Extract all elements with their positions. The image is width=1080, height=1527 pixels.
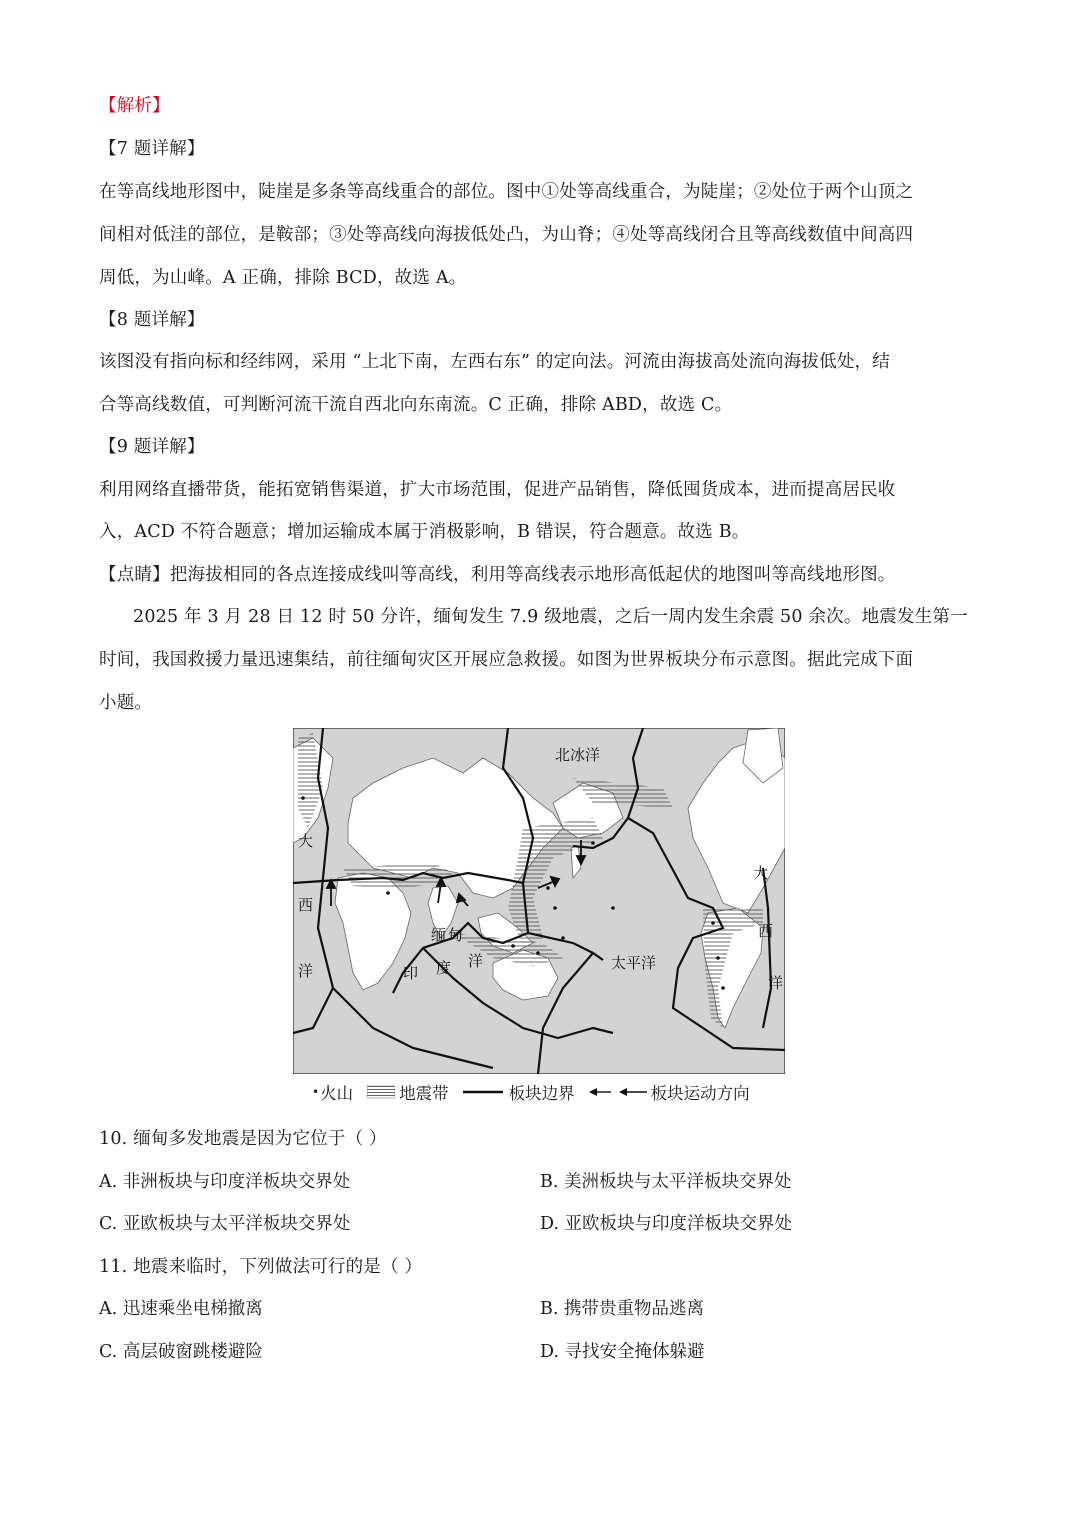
q10-option-b[interactable]: B. 美洲板块与太平洋板块交界处 (540, 1172, 792, 1192)
quake-belt-icon (367, 1085, 395, 1099)
label-xi-1: 西 (298, 896, 314, 914)
intro-line-3: 小题。 (99, 693, 153, 713)
label-myanmar-2: 甸 (448, 926, 464, 944)
legend-volcano-label: 火山 (320, 1084, 354, 1103)
q8-line-1: 该图没有指向标和经纬网，采用 “上北下南，左西右东” 的定向法。河流由海拔高处流向海拔低处，结 (99, 352, 890, 372)
analysis-tag: 【解析】 (99, 96, 170, 116)
q9-line-1: 利用网络直播带货，能拓宽销售渠道，扩大市场范围，促进产品销售，降低囤货成本，进而提高居民收 (99, 480, 896, 500)
label-yin: 印 (403, 964, 419, 982)
legend-boundary (463, 1080, 575, 1104)
q7-title: 【7 题详解】 (99, 139, 205, 159)
q10-stem: 10. 缅甸多发地震是因为它位于（ ） (99, 1129, 387, 1149)
q10-option-c[interactable]: C. 亚欧板块与太平洋板块交界处 (99, 1214, 351, 1234)
q9-title: 【9 题详解】 (99, 437, 205, 457)
legend-volcano (312, 1080, 353, 1104)
legend-motion-label: 板块运动方向 (650, 1084, 750, 1103)
label-du: 度 (436, 959, 452, 977)
q10-option-d[interactable]: D. 亚欧板块与印度洋板块交界处 (540, 1214, 793, 1234)
intro-line-1: 2025 年 3 月 28 日 12 时 50 分许，缅甸发生 7.9 级地震，之后一周内发生余震 50 余次。地震发生第一 (133, 607, 968, 627)
label-yang-3: 洋 (468, 952, 484, 970)
q11-option-c[interactable]: C. 高层破窗跳楼避险 (99, 1342, 263, 1362)
legend-boundary-label: 板块边界 (508, 1084, 575, 1103)
label-yang-2: 洋 (768, 974, 784, 992)
label-da-2: 大 (753, 864, 769, 882)
q7-line-2: 间相对低洼的部位，是鞍部；③处等高线向海拔低处凸，为山脊；④处等高线闭合且等高线数值中间高四 (99, 225, 914, 245)
legend-quake (367, 1080, 449, 1104)
q10-option-a[interactable]: A. 非洲板块与印度洋板块交界处 (99, 1172, 351, 1192)
map-legend (312, 1080, 750, 1104)
q8-title: 【8 题详解】 (99, 310, 205, 330)
legend-quake-label: 地震带 (399, 1084, 449, 1103)
label-arctic: 北冰洋 (555, 746, 601, 764)
label-yang-1: 洋 (298, 962, 314, 980)
dianjing-note: 【点睛】把海拔相同的各点连接成线叫等高线，利用等高线表示地形高低起伏的地图叫等高线地形图。 (99, 565, 896, 585)
legend-motion (589, 1080, 750, 1104)
label-xi-2: 西 (758, 922, 774, 940)
label-myanmar-1: 缅 (431, 926, 447, 944)
q11-option-b[interactable]: B. 携带贵重物品逃离 (540, 1299, 704, 1319)
world-plate-map-svg (293, 728, 785, 1074)
q9-line-2: 入，ACD 不符合题意；增加运输成本属于消极影响，B 错误，符合题意。故选 B。 (99, 522, 750, 542)
q8-line-2: 合等高线数值，可判断河流干流自西北向东南流。C 正确，排除 ABD，故选 C。 (99, 395, 733, 415)
label-da-1: 大 (298, 832, 314, 850)
label-pacific: 太平洋 (611, 954, 657, 972)
q11-option-a[interactable]: A. 迅速乘坐电梯撤离 (99, 1299, 263, 1319)
q7-line-1: 在等高线地形图中，陡崖是多条等高线重合的部位。图中①处等高线重合，为陡崖；②处位于两个山顶之 (99, 182, 914, 202)
intro-line-2: 时间，我国救援力量迅速集结，前往缅甸灾区开展应急救援。如图为世界板块分布示意图。据此完成下面 (99, 650, 914, 670)
volcano-dot-icon: • (312, 1085, 320, 1099)
boundary-line-icon (463, 1087, 503, 1097)
world-plate-map (293, 728, 785, 1074)
q11-option-d[interactable]: D. 寻找安全掩体躲避 (540, 1342, 705, 1362)
motion-arrow-icon (589, 1086, 647, 1098)
q11-stem: 11. 地震来临时，下列做法可行的是（ ） (99, 1257, 423, 1277)
q7-line-3: 周低，为山峰。A 正确，排除 BCD，故选 A。 (99, 268, 467, 288)
